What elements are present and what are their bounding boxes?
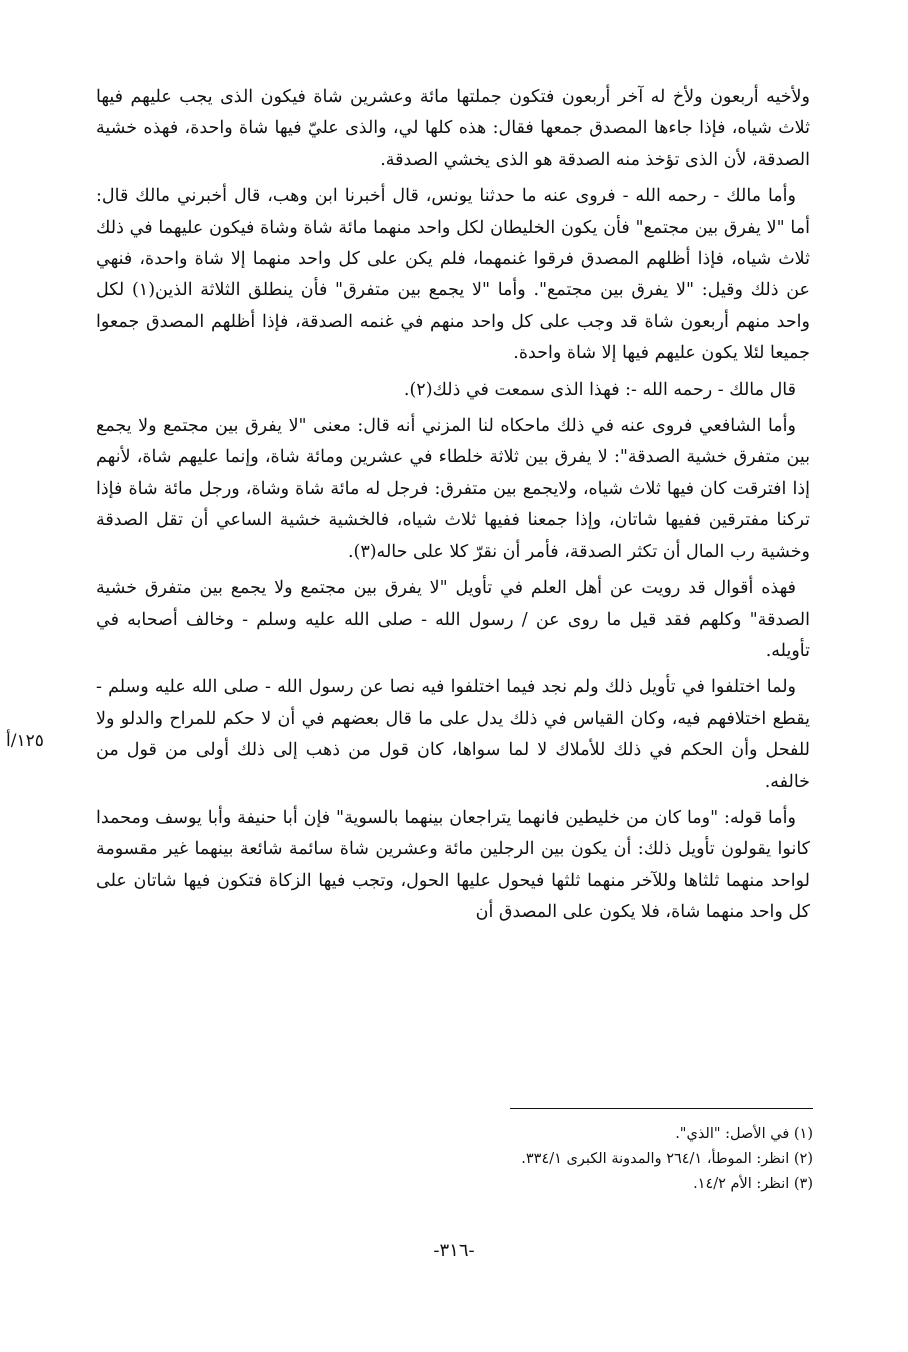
footnote-3: (٣) انظر: الأم ١٤/٢. — [693, 1176, 813, 1192]
paragraph-4: وأما الشافعي فروى عنه في ذلك ماحكاه لنا المزني أنه قال: معنى "لا يفرق بين مجتمع ولا يجمع بين متفرق خشية الصدقة": لا يفرق بين ثلاثة خلطاء في عشرين ومائة شاة، وإنما عليهم شاة، لأنهم إذا افترقت كان فيها ثلاث شياه، ولايجمع بين متفرق: فرجل له مائة شاة وشاة، ورجل مائة شاة فإذا تركنا مفترقين ففيها شاتان، وإذا جمعنا ففيها ثلاث شياه، فالخشية خشية الساعي أن تقل الصدقة وخشية رب المال أن تكثر الصدقة، فأمر أن نقرّ كلا على حاله(٣). — [96, 416, 810, 562]
paragraph-3: قال مالك - رحمه الله -: فهذا الذى سمعت في ذلك(٢). — [403, 379, 796, 400]
paragraph-5: فهذه أقوال قد رويت عن أهل العلم في تأويل "لا يفرق بين مجتمع ولا يجمع بين متفرق خشية الصدقة" وكلهم فقد قيل ما روى عن / رسول الله - صلى الله عليه وسلم - وخالف أصحابه في تأويله. — [96, 578, 810, 661]
footnote-2: (٢) انظر: الموطأ، ٢٦٤/١ والمدونة الكبرى ٣٣٤/١. — [521, 1151, 813, 1167]
footnotes — [300, 1122, 813, 1197]
paragraph-2: وأما مالك - رحمه الله - فروى عنه ما حدثنا يونس، قال أخبرنا ابن وهب، قال أخبرني مالك قال: أما "لا يفرق بين مجتمع" فأن يكون الخليطان لكل واحد منهما مائة شاة وشاة فيكون عليهما في ذلك ثلاث شياه، فإذا أظلهم المصدق فرقوا غنمهما، فلم يكن على كل واحد منهما إلا شاة واحدة، فنهي عن ذلك وقيل: "لا يفرق بين مجتمع". وأما "لا يجمع بين متفرق" فأن ينطلق الثلاثة الذين(١) لكل واحد منهم أربعون شاة قد وجب على كل واحد منهم في غنمه الصدقة، فإذا أظلهم المصدق جمعوا جميعا لئلا يكون عليهم فيها إلا شاة واحدة. — [96, 186, 810, 364]
paragraph-1: ولأخيه أربعون ولأخ له آخر أربعون فتكون جملتها مائة وعشرين شاة فيكون الذى يجب عليهم فيها ثلاث شياه، فإذا جاءها المصدق جمعها فقال: هذه كلها لي، والذى عليّ فيها شاة واحدة، فهذه خشية الصدقة، لأن الذى تؤخذ منه الصدقة هو الذى يخشي الصدقة. — [96, 87, 810, 170]
paragraph-6: ولما اختلفوا في تأويل ذلك ولم نجد فيما اختلفوا فيه نصا عن رسول الله - صلى الله عليه وسلم - يقطع اختلافهم فيه، وكان القياس في ذلك يدل على ما قال بعضهم في أن لا حكم للمراح والدلو ولا للفحل وأن الحكم في ذلك للأملاك لا لما سواها، كان قول من ذهب إلى ذلك أولى من قول من خالفه. — [96, 677, 810, 792]
footnote-1: (١) في الأصل: "الذي". — [675, 1126, 813, 1142]
manuscript-folio-marker: ١٢٥/أ — [6, 731, 44, 751]
page-number: -٣١٦- — [433, 1240, 475, 1261]
main-text — [96, 82, 810, 934]
footnote-divider — [510, 1108, 813, 1109]
paragraph-7: وأما قوله: "وما كان من خليطين فانهما يتراجعان بينهما بالسوية" فإن أبا حنيفة وأبا يوسف ومحمدا كانوا يقولون تأويل ذلك: أن يكون بين الرجلين مائة وعشرين شاة سائمة شائعة بينهما غير مقسومة لواحد منهما ثلثاها وللآخر منهما ثلثها فيحول عليها الحول، وتجب فيها الزكاة فتكون فيها شاتان على كل واحد منهما شاة، فلا يكون على المصدق أن — [96, 807, 810, 923]
